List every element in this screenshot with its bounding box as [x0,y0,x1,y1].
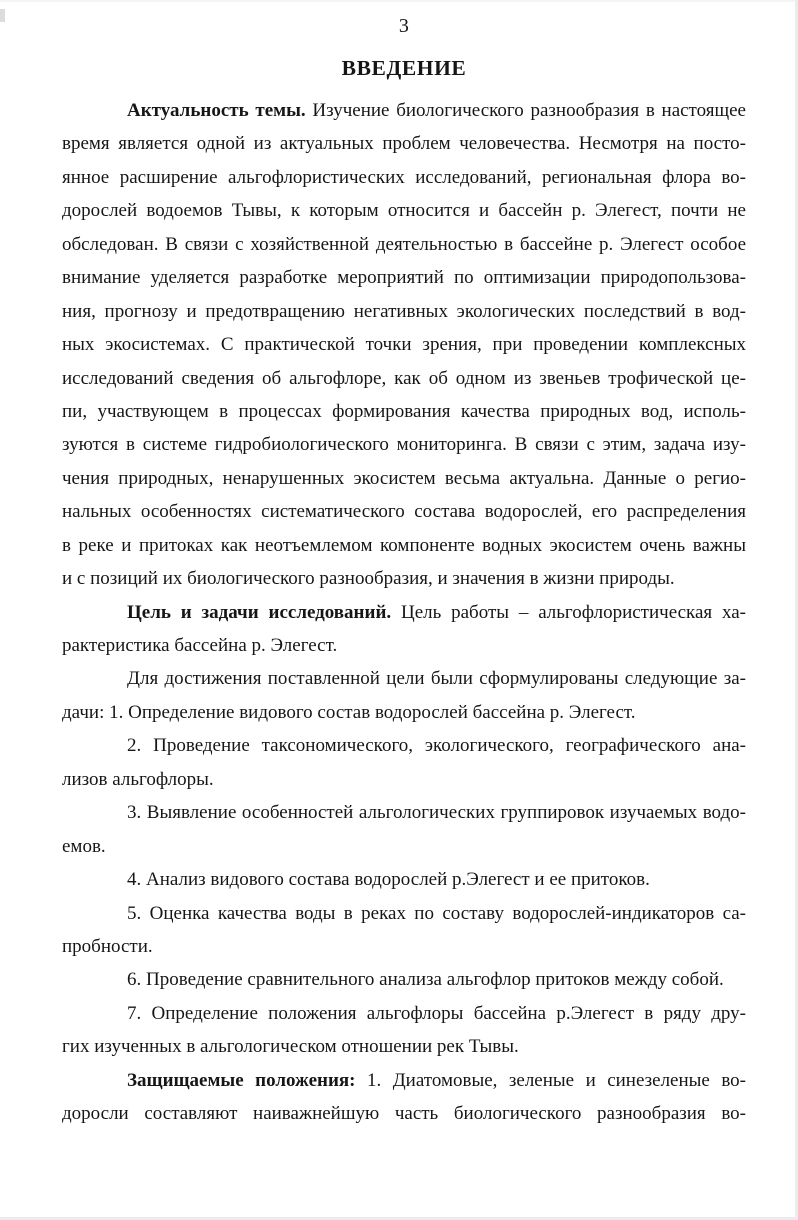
text-line: пробности. [62,935,153,957]
paragraph [62,997,746,1064]
text-line: Защищаемые положения: 1. Диатомовые, зеленые и синезеленые во- [127,1069,746,1091]
text-line: пи, участвующем в процессах формирования качества природных вод, исполь- [62,400,746,422]
text-line: дорослей водоемов Тывы, к которым относится и бассейн р. Элегест, почти не [62,200,746,222]
text-line: обследован. В связи с хозяйственной деятельностью в бассейне р. Элегест особое [62,233,746,255]
paragraph [62,863,746,896]
text-line: ных экосистемах. С практической точки зрения, при проведении комплексных [62,334,746,356]
text-line: дачи: 1. Определение видового состав водорослей бассейна р. Элегест. [62,701,636,723]
text-line: лизов альгофлоры. [62,768,214,790]
text-line: 7. Определение положения альгофлоры бассейна р.Элегест в ряду дру- [127,1002,746,1024]
paragraph [62,662,746,729]
text-line: гих изученных в альгологическом отношении рек Тывы. [62,1036,519,1058]
paragraph [62,729,746,796]
paragraph [62,897,746,964]
bold-lead: Защищаемые положения: [127,1069,356,1091]
paragraph [62,796,746,863]
paragraph [62,596,746,663]
text-line: зуются в системе гидробиологического мониторинга. В связи с этим, задача изу- [62,434,746,456]
text-line: Актуальность темы. Изучение биологического разнообразия в настоящее [127,100,746,121]
text-line: чения природных, ненарушенных экосистем весьма актуальна. Данные о регио- [62,467,746,489]
text-line: 3. Выявление особенностей альгологических группировок изучаемых водо- [127,802,746,824]
paragraph [62,1064,746,1131]
paragraph [62,94,746,596]
text-line: рактеристика бассейна р. Элегест. [62,635,338,656]
paragraph [62,963,746,996]
text-line: и с позиций их биологического разнообразия, и значения в жизни природы. [62,568,675,590]
text-line: нальных особенностях систематического состава водорослей, его распределения [62,501,746,523]
text-line: янное расширение альгофлористических исследований, региональная флора во- [62,166,746,188]
page-title: ВВЕДЕНИЕ [341,56,467,80]
bold-lead: Цель и задачи исследований. [127,601,392,623]
text-line: ния, прогнозу и предотвращению негативных экологических последствий в вод- [62,300,746,322]
text-line: время является одной из актуальных проблем человечества. Несмотря на посто- [62,133,746,155]
bold-lead: Актуальность темы. [127,100,306,121]
text-line: исследований сведения об альгофлоре, как об одном из звеньев трофической це- [62,367,746,389]
text-line: 6. Проведение сравнительного анализа альгофлор притоков между собой. [127,969,724,991]
text-line: 4. Анализ видового состава водорослей р.Элегест и ее притоков. [127,869,650,891]
text-line: Для достижения поставленной цели были сформулированы следующие за- [127,668,746,690]
text-line: доросли составляют наиважнейшую часть биологического разнообразия во- [62,1103,746,1125]
document-body [62,94,746,1131]
scan-edge-artifact [0,9,5,22]
text-line: 2. Проведение таксономического, экологического, географического ана- [127,735,746,757]
text-line: в реке и притоках как неотъемлемом компоненте водных экосистем очень важны [62,534,746,556]
text-line: емов. [62,835,106,857]
text-line: Цель и задачи исследований. Цель работы – альгофлористическая ха- [127,601,746,623]
text-line: 5. Оценка качества воды в реках по составу водорослей-индикаторов са- [127,902,746,924]
text-line: внимание уделяется разработке мероприятий по оптимизации природопользова- [62,267,746,289]
page-number: 3 [398,15,410,37]
